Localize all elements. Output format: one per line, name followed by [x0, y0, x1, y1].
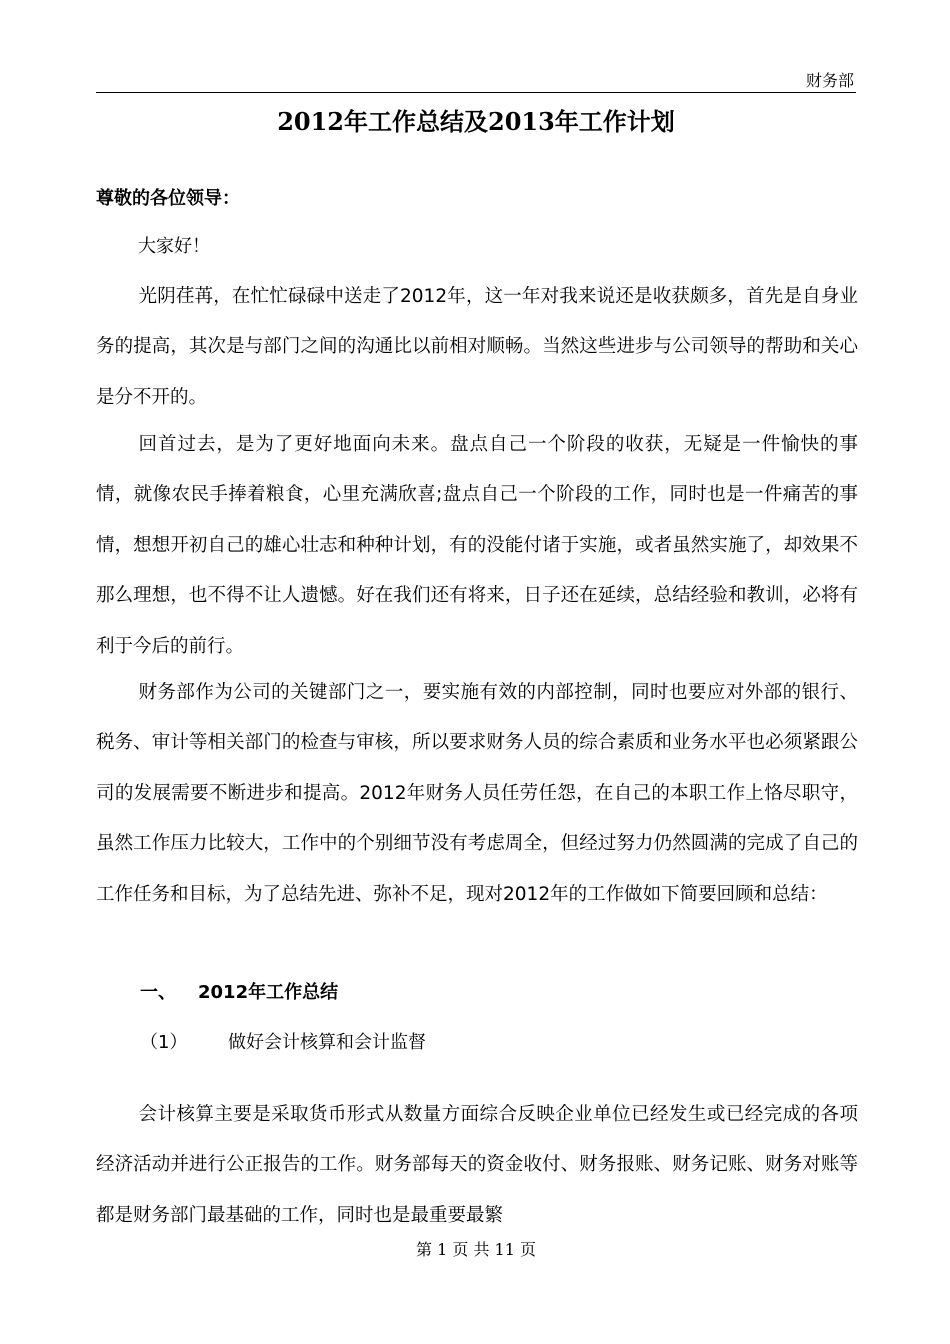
- page-number: 第 1 页 共 11 页: [416, 1240, 536, 1259]
- document-title: 2012年工作总结及2013年工作计划: [277, 107, 675, 136]
- header-divider: [96, 92, 856, 93]
- paragraph-finance-dept: 财务部作为公司的关键部门之一，要实施有效的内部控制，同时也要应对外部的银行、税务、审计等相关部门的检查与审核，所以要求财务人员的综合素质和业务水平也必须紧跟公司的发展需要不断进步和提高。2012年财务人员任劳任怨，在自己的本职工作上恪尽职守，虽然工作压力比较大，工作中的个别细节没有考虑周全，但经过努力仍然圆满的完成了自己的工作任务和目标，为了总结先进、弥补不足，现对2012年的工作做如下简要回顾和总结：: [96, 682, 858, 905]
- subsection-title: 做好会计核算和会计监督: [228, 1032, 426, 1053]
- paragraph-reflection: 回首过去，是为了更好地面向未来。盘点自己一个阶段的收获，无疑是一件愉快的事情，就像农民手捧着粮食，心里充满欣喜;盘点自己一个阶段的工作，同时也是一件痛苦的事情，想想开初自己的雄心壮志和种种计划，有的没能付诸于实施，或者虽然实施了，却效果不那么理想，也不得不让人遗憾。好在我们还有将来，日子还在延续，总结经验和教训，必将有利于今后的前行。: [96, 434, 858, 657]
- greeting: 大家好！: [138, 236, 210, 257]
- section-number: 一、: [140, 982, 176, 1003]
- salutation: 尊敬的各位领导：: [96, 188, 240, 209]
- subsection-number: （1）: [140, 1032, 188, 1053]
- paragraph-accounting: 会计核算主要是采取货币形式从数量方面综合反映企业单位已经发生或已经完成的各项经济活动并进行公正报告的工作。财务部每天的资金收付、财务报账、财务记账、财务对账等都是财务部门最基础的工作，同时也是最重要最繁: [96, 1104, 858, 1226]
- paragraph-intro: 光阴荏苒，在忙忙碌碌中送走了2012年，这一年对我来说还是收获颇多，首先是自身业务的提高，其次是与部门之间的沟通比以前相对顺畅。当然这些进步与公司领导的帮助和关心是分不开的。: [96, 286, 858, 408]
- header-department: 财务部: [805, 71, 854, 90]
- subsection-heading: [140, 1030, 426, 1056]
- section-title: 2012年工作总结: [198, 982, 339, 1003]
- section-heading: [140, 980, 338, 1006]
